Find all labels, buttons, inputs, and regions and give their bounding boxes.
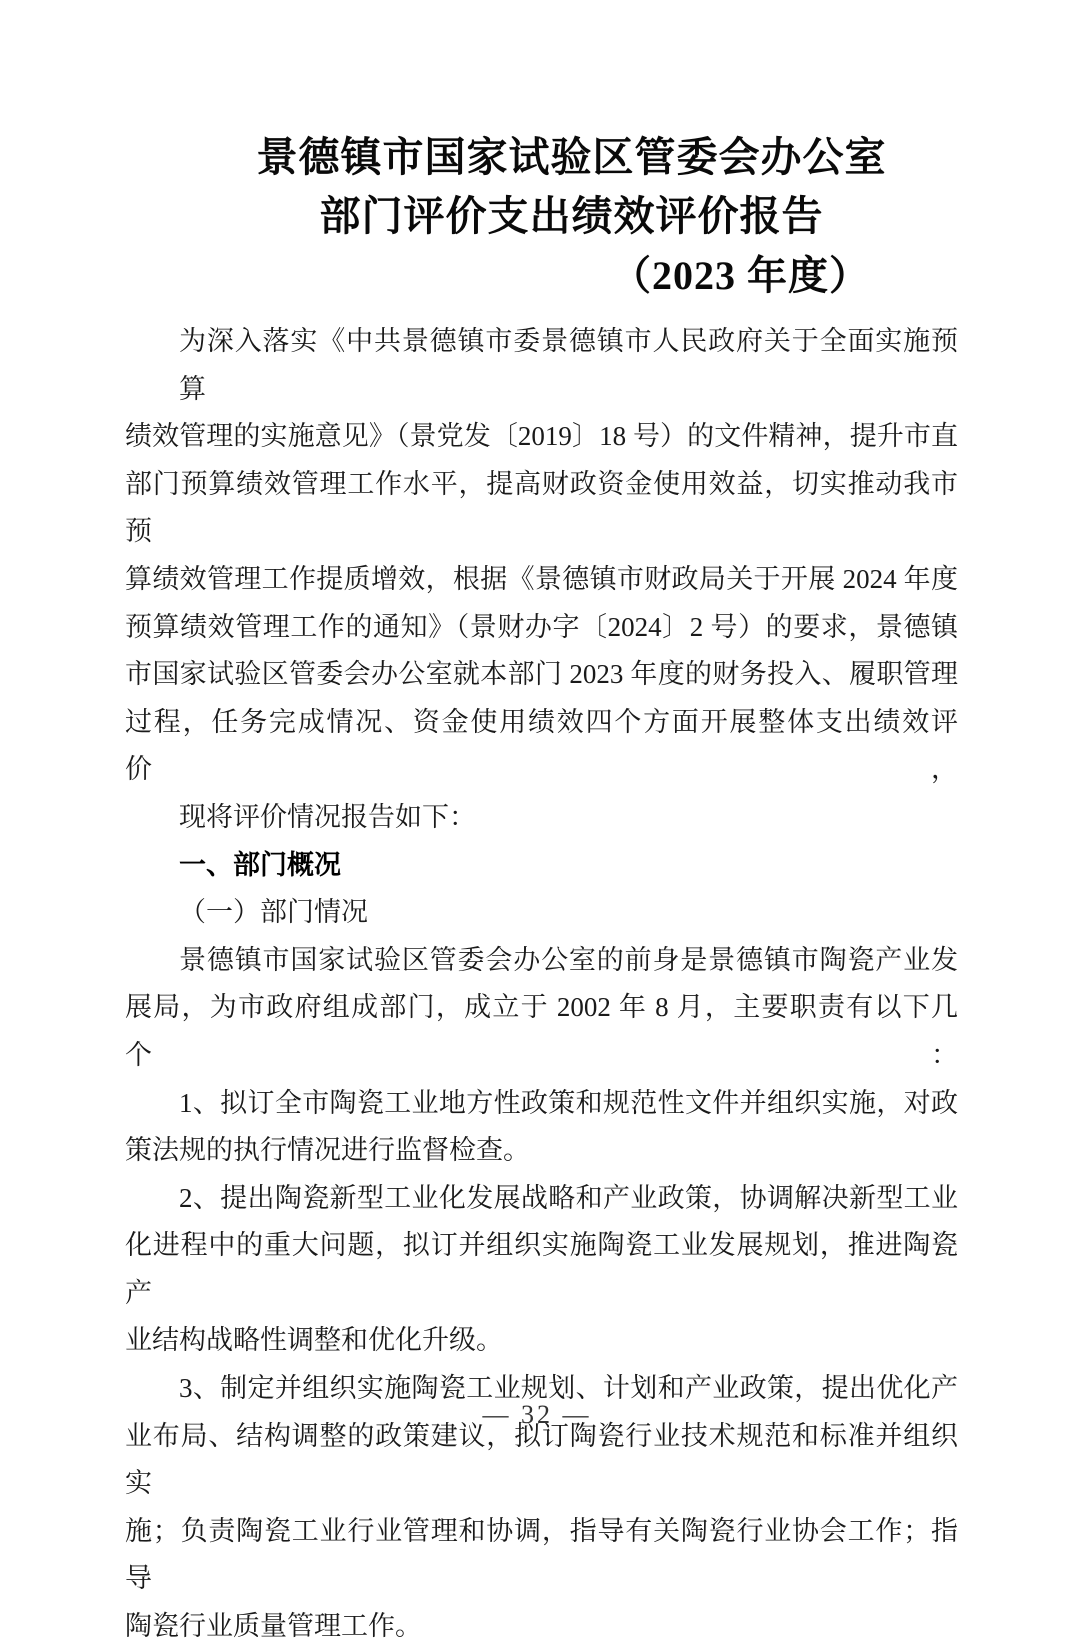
section-heading-overview: 一、部门概况 xyxy=(179,849,341,880)
body-line: 绩效管理的实施意见》（景党发〔2019〕18 号）的文件精神，提升市直 xyxy=(125,421,958,452)
document-body xyxy=(125,318,958,1651)
document-title-line-1: 景德镇市国家试验区管委会办公室 xyxy=(256,134,887,180)
body-line: 景德镇市国家试验区管委会办公室的前身是景德镇市陶瓷产业发 xyxy=(179,944,958,975)
body-line: 展局，为市政府组成部门，成立于 2002 年 8 月，主要职责有以下几个： xyxy=(125,992,958,1070)
body-line: 3、制定并组织实施陶瓷工业规划、计划和产业政策，提出优化产 xyxy=(179,1373,958,1404)
body-line: 市国家试验区管委会办公室就本部门 2023 年度的财务投入、履职管理 xyxy=(125,659,958,690)
page-number: — 32 — xyxy=(482,1400,592,1429)
body-line: 1、拟订全市陶瓷工业地方性政策和规范性文件并组织实施，对政 xyxy=(179,1087,958,1118)
body-line: 2、提出陶瓷新型工业化发展战略和产业政策，协调解决新型工业 xyxy=(179,1182,958,1213)
body-line: 预算绩效管理工作的通知》（景财办字〔2024〕2 号）的要求，景德镇 xyxy=(125,611,958,642)
body-line: 业布局、结构调整的政策建议，拟订陶瓷行业技术规范和标准并组织实 xyxy=(125,1420,958,1499)
body-line: 过程，任务完成情况、资金使用绩效四个方面开展整体支出绩效评价， xyxy=(125,706,958,785)
document-title xyxy=(155,128,988,246)
body-line: 策法规的执行情况进行监督检查。 xyxy=(125,1135,530,1166)
body-line: 业结构战略性调整和优化升级。 xyxy=(125,1325,503,1356)
document-title-line-2: 部门评价支出绩效评价报告 xyxy=(319,193,824,239)
body-line: 现将评价情况报告如下： xyxy=(179,801,476,832)
body-line: 算绩效管理工作提质增效，根据《景德镇市财政局关于开展 2024 年度 xyxy=(125,563,958,594)
document-title-year: （2023 年度） xyxy=(611,253,870,298)
body-line: 施；负责陶瓷工业行业管理和协调，指导有关陶瓷行业协会工作；指导 xyxy=(125,1515,958,1594)
body-line: 陶瓷行业质量管理工作。 xyxy=(125,1611,422,1642)
body-line: 为深入落实《中共景德镇市委景德镇市人民政府关于全面实施预算 xyxy=(179,326,958,404)
subsection-heading-dept: （一）部门情况 xyxy=(179,897,368,928)
body-line: 部门预算绩效管理工作水平，提高财政资金使用效益，切实推动我市预 xyxy=(125,468,958,547)
body-line: 化进程中的重大问题，拟订并组织实施陶瓷工业发展规划，推进陶瓷产 xyxy=(125,1230,958,1308)
